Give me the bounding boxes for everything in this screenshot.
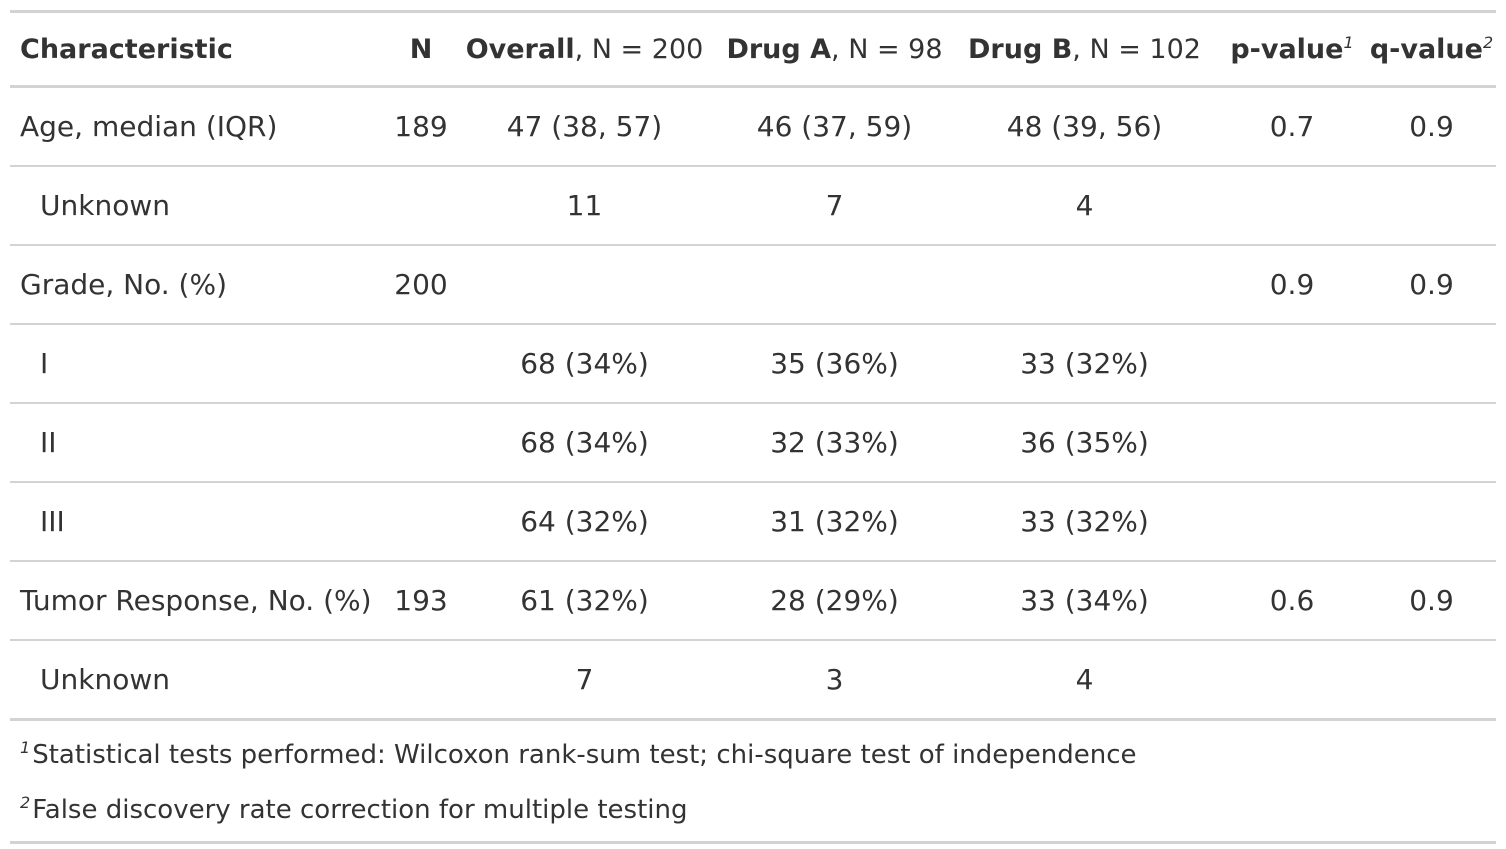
row-label: II xyxy=(10,403,390,482)
cell-q-value xyxy=(1367,324,1496,403)
table-row xyxy=(10,166,1496,245)
summary-table xyxy=(10,10,1496,844)
cell-p-value xyxy=(1217,324,1367,403)
cell-q-value xyxy=(1367,640,1496,720)
footnote-text: Statistical tests performed: Wilcoxon rank-sum test; chi-square test of independence xyxy=(32,739,1137,770)
header-overall: Overall, N = 200 xyxy=(465,33,704,65)
cell-drug-b: 33 (32%) xyxy=(952,324,1217,403)
cell-q-value xyxy=(1367,166,1496,245)
cell-drug-b: 33 (34%) xyxy=(952,561,1217,640)
footnote-2 xyxy=(10,782,1496,843)
cell-drug-b: 36 (35%) xyxy=(952,403,1217,482)
cell-p-value: 0.9 xyxy=(1217,245,1367,324)
header-p-value: p-value$^1$ xyxy=(1230,32,1354,65)
cell-drug-b: 48 (39, 56) xyxy=(1006,110,1163,143)
cell-drug-b xyxy=(952,245,1217,324)
footnote-mark: 2 xyxy=(20,792,31,812)
header-n: N xyxy=(409,33,433,65)
cell-p-value xyxy=(1217,640,1367,720)
cell-drug-a: 35 (36%) xyxy=(717,324,952,403)
cell-overall: 7 xyxy=(452,640,717,720)
cell-p-value xyxy=(1217,166,1367,245)
footnote-row xyxy=(10,782,1496,843)
table-footnotes xyxy=(10,720,1496,843)
row-label: Unknown xyxy=(10,640,390,720)
cell-n xyxy=(390,640,452,720)
cell-n xyxy=(390,403,452,482)
cell-drug-a: 46 (37, 59) xyxy=(756,110,913,143)
cell-n: 200 xyxy=(390,245,452,324)
cell-overall: 11 xyxy=(452,166,717,245)
header-characteristic: Characteristic xyxy=(20,33,233,65)
cell-p-value: 0.6 xyxy=(1217,561,1367,640)
table-row xyxy=(10,561,1496,640)
summary-table-container xyxy=(10,10,1496,844)
cell-drug-a: 32 (33%) xyxy=(717,403,952,482)
cell-q-value: 0.9 xyxy=(1367,561,1496,640)
cell-overall: 61 (32%) xyxy=(452,561,717,640)
header-q-value: q-value$^2$ xyxy=(1369,32,1494,65)
cell-q-value: 0.9 xyxy=(1367,245,1496,324)
cell-drug-a xyxy=(717,245,952,324)
cell-p-value xyxy=(1217,482,1367,561)
footnote-text: False discovery rate correction for multiple testing xyxy=(32,794,688,825)
header-drug-a: Drug A, N = 98 xyxy=(726,33,943,65)
footnote-row xyxy=(10,720,1496,783)
header-row xyxy=(10,12,1496,87)
table-header xyxy=(10,12,1496,87)
cell-drug-a: 28 (29%) xyxy=(717,561,952,640)
table-row xyxy=(10,87,1496,167)
row-label: I xyxy=(10,324,390,403)
footnote-1 xyxy=(10,720,1496,783)
header-drug-b: Drug B, N = 102 xyxy=(968,33,1201,65)
table-row xyxy=(10,324,1496,403)
cell-overall: 64 (32%) xyxy=(452,482,717,561)
row-label: III xyxy=(10,482,390,561)
table-row xyxy=(10,640,1496,720)
cell-q-value: 0.9 xyxy=(1409,110,1454,143)
footnote-mark: 1 xyxy=(20,737,31,757)
cell-drug-a: 7 xyxy=(717,166,952,245)
row-label: Age, median (IQR) xyxy=(20,110,278,143)
row-label: Unknown xyxy=(10,166,390,245)
cell-n: 193 xyxy=(390,561,452,640)
cell-overall: 47 (38, 57) xyxy=(506,110,663,143)
cell-drug-a: 31 (32%) xyxy=(717,482,952,561)
cell-overall xyxy=(452,245,717,324)
row-label: Tumor Response, No. (%) xyxy=(10,561,390,640)
cell-q-value xyxy=(1367,403,1496,482)
cell-n: 189 xyxy=(394,110,448,143)
cell-drug-a: 3 xyxy=(717,640,952,720)
cell-n xyxy=(390,166,452,245)
table-row xyxy=(10,482,1496,561)
cell-p-value: 0.7 xyxy=(1269,110,1315,143)
cell-q-value xyxy=(1367,482,1496,561)
table-row xyxy=(10,245,1496,324)
cell-overall: 68 (34%) xyxy=(452,324,717,403)
cell-overall: 68 (34%) xyxy=(452,403,717,482)
cell-drug-b: 4 xyxy=(952,166,1217,245)
cell-drug-b: 33 (32%) xyxy=(952,482,1217,561)
cell-n xyxy=(390,482,452,561)
table-row xyxy=(10,403,1496,482)
cell-drug-b: 4 xyxy=(952,640,1217,720)
row-label: Grade, No. (%) xyxy=(10,245,390,324)
table-body xyxy=(10,87,1496,720)
cell-n xyxy=(390,324,452,403)
cell-p-value xyxy=(1217,403,1367,482)
